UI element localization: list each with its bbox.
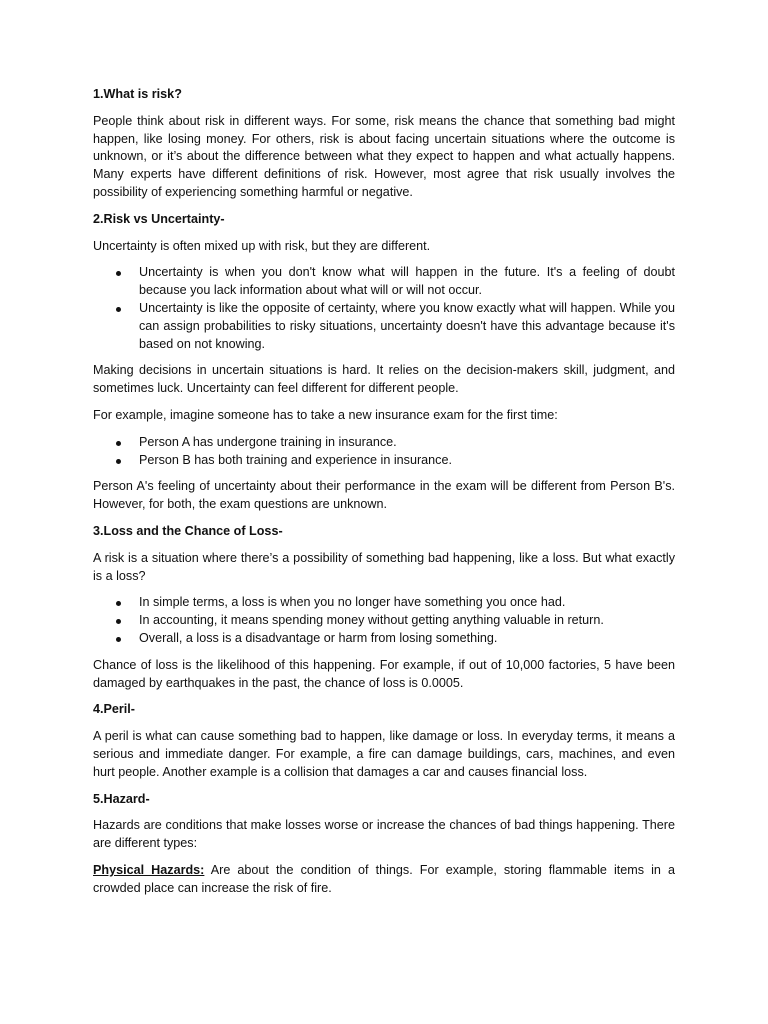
document-body <box>93 86 675 906</box>
section-heading-peril: 4.Peril- <box>93 702 135 717</box>
bullet-icon <box>116 637 121 642</box>
bullet-list-loss <box>93 594 675 647</box>
physical-hazards-text: Are about the condition of things. For example, storing flammable items in a crowded place can increase the risk of fire. <box>93 862 675 895</box>
list-item <box>93 594 675 612</box>
paragraph-decisions-uncertain: Making decisions in uncertain situations is hard. It relies on the decision-makers skill, judgment, and sometimes luck. Uncertainty can feel different for different people. <box>93 363 675 396</box>
bullet-icon <box>116 459 121 464</box>
list-item <box>93 612 675 630</box>
list-item-text: Person A has undergone training in insurance. <box>139 434 397 449</box>
list-item <box>93 264 675 300</box>
paragraph-person-comparison: Person A's feeling of uncertainty about their performance in the exam will be different from Person B's. However, for both, the exam questions are unknown. <box>93 479 675 512</box>
bullet-list-uncertainty <box>93 264 675 353</box>
paragraph-peril: A peril is what can cause something bad to happen, like damage or loss. In everyday terms, it means a serious and immediate danger. For example, a fire can damage buildings, cars, machines, and even hurt people. Another example is a collision that damages a car and causes financial loss. <box>93 729 675 779</box>
paragraph-loss-intro: A risk is a situation where there’s a possibility of something bad happening, like a loss. But what exactly is a loss? <box>93 550 675 583</box>
section-heading-hazard: 5.Hazard- <box>93 791 150 806</box>
list-item-text: In accounting, it means spending money without getting anything valuable in return. <box>139 613 604 628</box>
bullet-list-persons <box>93 434 675 470</box>
paragraph-hazard-intro: Hazards are conditions that make losses worse or increase the chances of bad things happening. There are different types: <box>93 818 675 851</box>
paragraph-exam-example: For example, imagine someone has to take a new insurance exam for the first time: <box>93 407 558 422</box>
bullet-icon <box>116 619 121 624</box>
section-heading-risk-vs-uncertainty: 2.Risk vs Uncertainty- <box>93 211 225 226</box>
bullet-icon <box>116 441 121 446</box>
list-item <box>93 434 675 452</box>
list-item <box>93 452 675 470</box>
list-item <box>93 630 675 648</box>
paragraph-uncertainty-intro: Uncertainty is often mixed up with risk, but they are different. <box>93 238 431 253</box>
list-item-text: In simple terms, a loss is when you no longer have something you once had. <box>139 595 566 610</box>
list-item-text: Overall, a loss is a disadvantage or harm from losing something. <box>139 630 498 645</box>
bullet-icon <box>116 307 121 312</box>
paragraph-chance-of-loss: Chance of loss is the likelihood of this happening. For example, if out of 10,000 factories, 5 have been damaged by earthquakes in the past, the chance of loss is 0.0005. <box>93 657 675 690</box>
bullet-icon <box>116 601 121 606</box>
paragraph-risk-definition: People think about risk in different ways. For some, risk means the chance that something bad might happen, like losing money. For others, risk is about facing uncertain situations where the outcome is unknown, or it’s about the difference between what they expect to happen and what actually happens. Many experts have different definitions of risk. However, most agree that risk usually involves the possibility of experiencing something harmful or negative. <box>93 113 675 199</box>
list-item-text: Person B has both training and experience in insurance. <box>139 452 452 467</box>
paragraph-physical-hazards <box>93 862 675 898</box>
list-item-text: Uncertainty is like the opposite of certainty, where you know exactly what will happen. While you can assign probabilities to risky situations, uncertainty doesn't have this advantage because it's based on not knowing. <box>139 300 675 351</box>
physical-hazards-label: Physical Hazards: <box>93 862 205 877</box>
section-heading-loss: 3.Loss and the Chance of Loss- <box>93 523 283 538</box>
list-item-text: Uncertainty is when you don't know what will happen in the future. It's a feeling of doubt because you lack information about what will or will not occur. <box>139 265 675 298</box>
section-heading-what-is-risk: 1.What is risk? <box>93 87 182 101</box>
list-item <box>93 300 675 353</box>
bullet-icon <box>116 271 121 276</box>
